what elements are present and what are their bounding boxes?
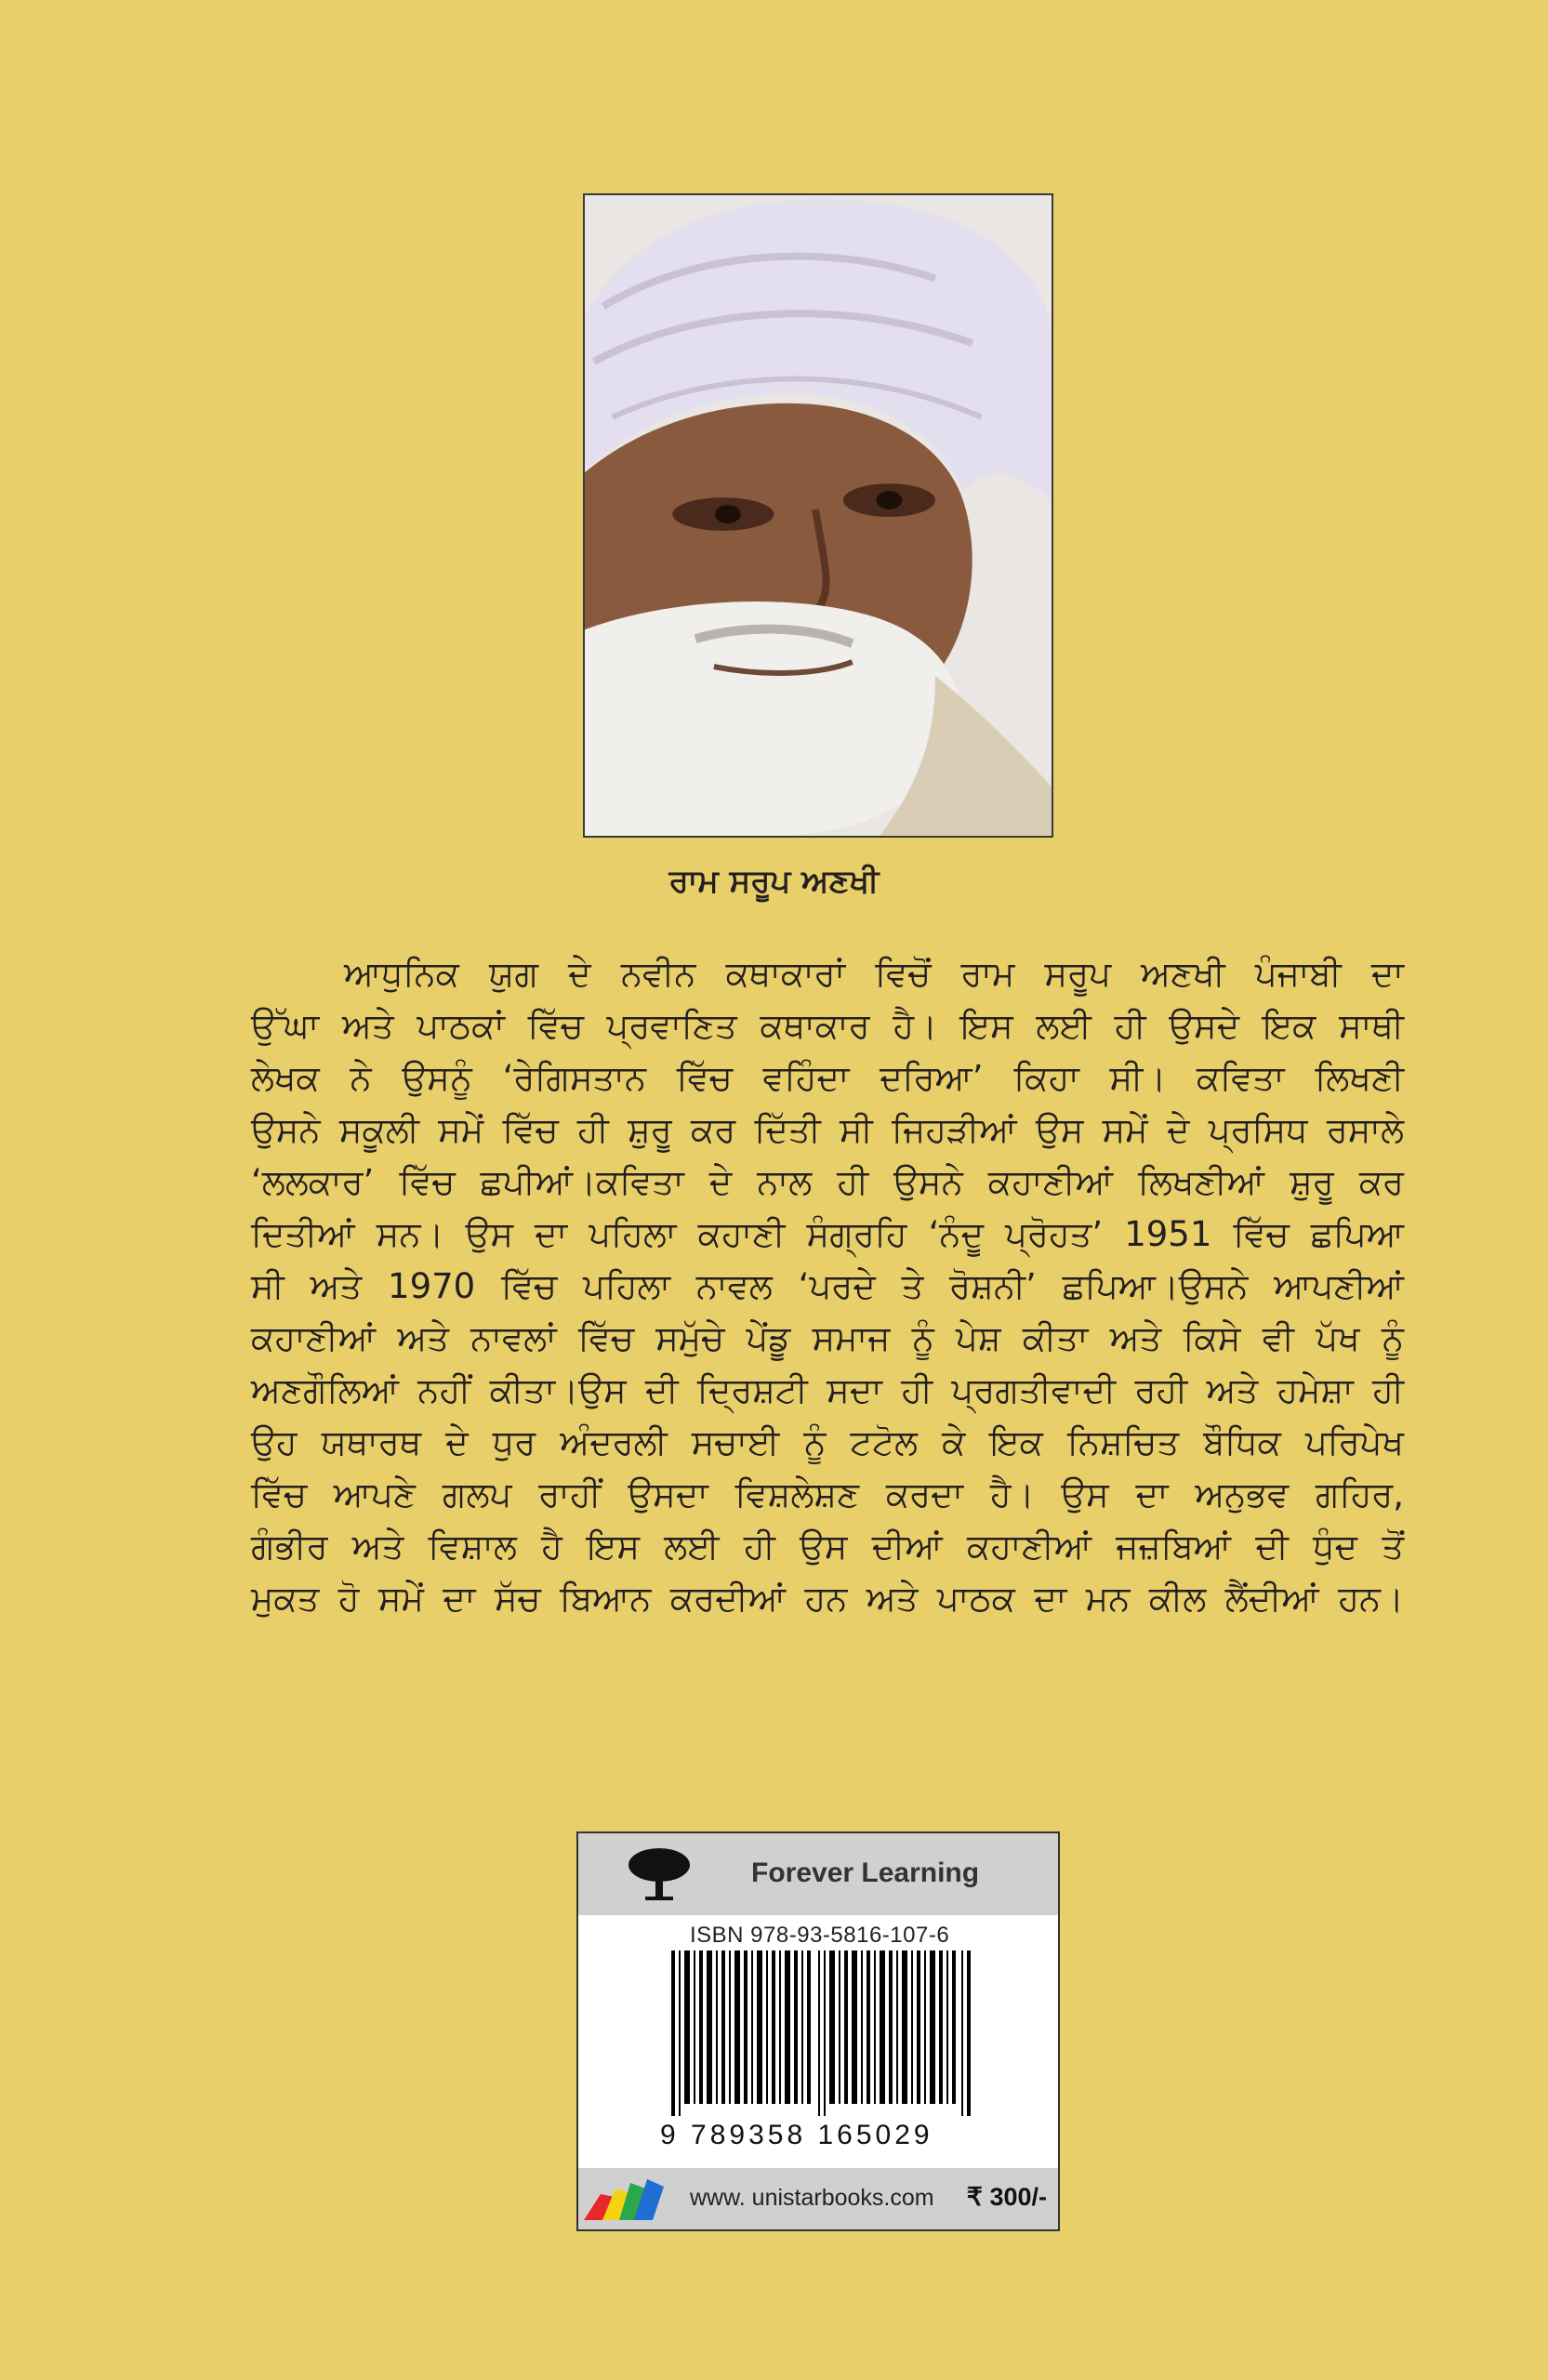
bio-line: ਕਹਾਣੀਆਂ ਅਤੇ ਨਾਵਲਾਂ ਵਿੱਚ ਸਮੁੱਚੇ ਪੇਂਡੂ ਸਮਾਜ ਨੂੰ ਪੇਸ਼ ਕੀਤਾ ਅਤੇ ਕਿਸੇ ਵੀ ਪੱਖ ਨੂੰ: [251, 1318, 1404, 1358]
brand-name: Forever Learning: [751, 1858, 980, 1888]
bio-line: ਆਧੁਨਿਕ ਯੁਗ ਦੇ ਨਵੀਨ ਕਥਾਕਾਰਾਂ ਵਿਚੋਂ ਰਾਮ ਸਰੂਪ ਅਣਖੀ ਪੰਜਾਬੀ ਦਾ: [344, 954, 1404, 994]
bio-line: ਵਿੱਚ ਆਪਣੇ ਗਲਪ ਰਾਹੀਂ ਉਸਦਾ ਵਿਸ਼ਲੇਸ਼ਣ ਕਰਦਾ ਹੈ। ਉਸ ਦਾ ਅਨੁਭਵ ਗਹਿਰ,: [251, 1474, 1404, 1514]
publisher-website: www. unistarbooks.com: [690, 2185, 934, 2211]
bio-line: ਉਹ ਯਥਾਰਥ ਦੇ ਧੁਰ ਅੰਦਰਲੀ ਸਚਾਈ ਨੂੰ ਟਟੋਲ ਕੇ ਇਕ ਨਿਸ਼ਚਿਤ ਬੌਧਿਕ ਪਰਿਪੇਖ: [251, 1422, 1404, 1462]
author-portrait-image: [585, 195, 1052, 836]
bio-line: ਸੀ ਅਤੇ 1970 ਵਿੱਚ ਪਹਿਲਾ ਨਾਵਲ ‘ਪਰਦੇ ਤੇ ਰੋਸ਼ਨੀ’ ਛਪਿਆ।ਉਸਨੇ ਆਪਣੀਆਂ: [251, 1266, 1404, 1306]
bio-line: ਦਿਤੀਆਂ ਸਨ। ਉਸ ਦਾ ਪਹਿਲਾ ਕਹਾਣੀ ਸੰਗ੍ਰਹਿ ‘ਨੰਦੂ ਪ੍ਰੋਹਤ’ 1951 ਵਿੱਚ ਛਪਿਆ: [251, 1214, 1404, 1254]
publisher-band: [578, 1833, 1058, 1915]
bio-line: ਲੇਖਕ ਨੇ ਉਸਨੂੰ ‘ਰੇਗਿਸਤਾਨ ਵਿੱਚ ਵਹਿੰਦਾ ਦਰਿਆ’ ਕਿਹਾ ਸੀ। ਕਵਿਤਾ ਲਿਖਣੀ: [251, 1058, 1404, 1098]
bio-line: ਮੁਕਤ ਹੋ ਸਮੇਂ ਦਾ ਸੱਚ ਬਿਆਨ ਕਰਦੀਆਂ ਹਨ ਅਤੇ ਪਾਠਕ ਦਾ ਮਨ ਕੀਲ ਲੈਂਦੀਆਂ ਹਨ।: [251, 1579, 1404, 1619]
barcode-number: 9 789358 165029: [660, 2120, 933, 2150]
bio-line: ਉਸਨੇ ਸਕੂਲੀ ਸਮੇਂ ਵਿੱਚ ਹੀ ਸ਼ੁਰੂ ਕਰ ਦਿੱਤੀ ਸੀ ਜਿਹੜੀਆਂ ਉਸ ਸਮੇਂ ਦੇ ਪ੍ਰਸਿਧ ਰਸਾਲੇ: [251, 1110, 1404, 1150]
bio-line: ਅਣਗੌਲਿਆਂ ਨਹੀਂ ਕੀਤਾ।ਉਸ ਦੀ ਦ੍ਰਿਸ਼ਟੀ ਸਦਾ ਹੀ ਪ੍ਰਗਤੀਵਾਦੀ ਰਹੀ ਅਤੇ ਹਮੇਸ਼ਾ ਹੀ: [251, 1370, 1404, 1410]
author-portrait: [583, 193, 1053, 838]
bio-line: ਗੰਭੀਰ ਅਤੇ ਵਿਸ਼ਾਲ ਹੈ ਇਸ ਲਈ ਹੀ ਉਸ ਦੀਆਂ ਕਹਾਣੀਆਂ ਜਜ਼ਬਿਆਂ ਦੀ ਧੁੰਦ ਤੋਂ: [251, 1527, 1404, 1567]
author-bio: [251, 948, 1404, 1625]
bio-line: ‘ਲਲਕਾਰ’ ਵਿੱਚ ਛਪੀਆਂ।ਕਵਿਤਾ ਦੇ ਨਾਲ ਹੀ ਉਸਨੇ ਕਹਾਣੀਆਂ ਲਿਖਣੀਆਂ ਸ਼ੁਰੂ ਕਰ: [251, 1162, 1404, 1202]
barcode-card: [576, 1831, 1060, 2231]
footer-band: [578, 2168, 1058, 2229]
price-label: ₹ 300/-: [966, 2183, 1047, 2211]
book-stack-icon: [582, 2175, 666, 2222]
bio-line: ਉੱਘਾ ਅਤੇ ਪਾਠਕਾਂ ਵਿੱਚ ਪ੍ਰਵਾਣਿਤ ਕਥਾਕਾਰ ਹੈ। ਇਸ ਲਈ ਹੀ ਉਸਦੇ ਇਕ ਸਾਥੀ: [251, 1006, 1404, 1046]
barcode: [671, 1950, 978, 2116]
tree-icon: [627, 1846, 692, 1904]
isbn-label: ISBN 978-93-5816-107-6: [690, 1923, 950, 1948]
author-name-caption: ਰਾਮ ਸਰੂਪ ਅਣਖੀ: [668, 863, 880, 900]
